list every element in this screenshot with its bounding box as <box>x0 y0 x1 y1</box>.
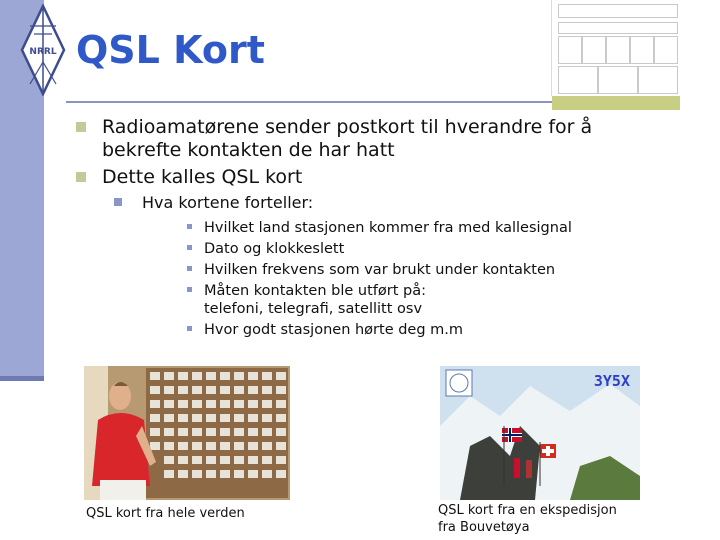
bullet-marker-icon <box>187 245 192 250</box>
sub-bullet-item: Dato og klokkeslett <box>72 240 672 258</box>
sub-bullet-item: Måten kontakten ble utført på: telefoni, telegrafi, satellitt osv <box>72 282 672 318</box>
title-divider-accent <box>552 96 680 110</box>
svg-text:NRRL: NRRL <box>29 47 57 57</box>
sub-bullet-item: Hvilken frekvens som var brukt under kontakten <box>72 261 672 279</box>
bullet-marker-icon <box>187 224 192 229</box>
bullet-marker-icon <box>187 326 192 331</box>
bullet-marker-icon <box>187 287 192 292</box>
nrrl-logo-icon <box>20 4 66 96</box>
bullet-marker-icon <box>187 266 192 271</box>
photo-right-caption: QSL kort fra en ekspedisjon fra Bouvetøya <box>438 503 617 535</box>
qsl-card-form-graphic <box>551 0 681 96</box>
bullet-item: Dette kalles QSL kort <box>72 166 672 189</box>
slide-title: QSL Kort <box>76 28 265 72</box>
qsl-collection-photo <box>84 366 290 500</box>
bullet-marker-icon <box>76 172 86 182</box>
sub-heading-item: Hva kortene forteller: <box>72 193 672 213</box>
title-divider <box>66 101 552 103</box>
sidebar-shadow <box>0 376 44 381</box>
photo-left-caption: QSL kort fra hele verden <box>86 506 245 521</box>
bullet-list <box>72 116 672 342</box>
svg-text:3Y5X: 3Y5X <box>593 372 630 390</box>
bullet-marker-icon <box>76 122 86 132</box>
sub-bullet-item: Hvilket land stasjonen kommer fra med kallesignal <box>72 219 672 237</box>
bullet-item: Radioamatørene sender postkort til hverandre for å bekrefte kontakten de har hatt <box>72 116 672 162</box>
bouvet-expedition-photo <box>440 366 640 500</box>
sub-bullet-item: Hvor godt stasjonen hørte deg m.m <box>72 321 672 339</box>
bullet-marker-icon <box>114 198 122 206</box>
